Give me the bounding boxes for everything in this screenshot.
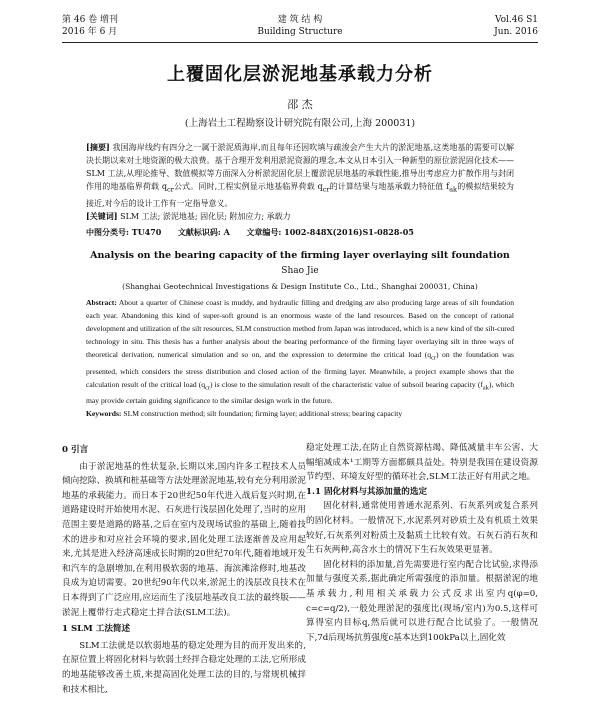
article-number: 文章编号: 1002-848X(2016)S1-0828-05 xyxy=(246,227,414,237)
paper-author: 邵 杰 xyxy=(287,98,313,111)
keywords-en: SLM construction method; silt foundation; firming layer; additional stress; bearing capacity xyxy=(123,409,403,419)
body-paragraph-1: 由于淤泥地基的性状复杂,长期以来,国内许多工程技术人员倾向挖除、换填和桩基础等方法处理淤泥地基,较有充分利用淤泥地基的承载能力。而日本于20世纪50年代进入战后复兴时期,在道路建设时开始使用水泥、石灰进行浅层固化处理了,当时的应用范围主要是道路的路基,之后在室内及现场试验的基础上,随着技术的进步和对应社会环境的要求,固化处理工法逐渐普及应用起来,尤其是进入经济高速成长时期的20世纪70年代,随着地域开发和汽车的急剧增加,在利用极软弱的地基、海滨滩涂修时,地基改良成为迫切需要。20世纪90年代以来,淤泥土的浅层改良技术在日本得到了广泛应用,应运而生了浅层地基改良工法的最终版——淤泥上覆带行走式稳定土拌合法(SLM工法)。 xyxy=(62,461,306,618)
header-journal-cn: 建 筑 结 构 xyxy=(277,15,323,25)
body-paragraph-5 xyxy=(306,558,538,646)
body-paragraph-2: SLM工法就是以软弱地基的稳定处理为目的而开发出来的,在原位置上将固化材料与软弱土经拌合稳定处理的工法,它所形成的地基能够改善土质,来提高固化处理工法的目的,与常规机械拌和技术相比, xyxy=(62,640,306,695)
subscript-ak: ak xyxy=(449,185,458,194)
keywords-en-label: Keywords: xyxy=(86,409,122,419)
body-paragraph-5d: /2),一般处理淤泥的强度比(现场/室内)为0.5,这样可算得室内目标q xyxy=(306,603,538,629)
abstract-en-text4: ), which may provide certain guiding significance to the similar design work in the future. xyxy=(86,379,514,406)
abstract-cn-text: 我国海岸线约有四分之一属于淤泥质海岸,而且每年还因吹填与疏浚会产生大片的淤泥地基,这类地基的需要可以解决长期以来对土地资源的极大浪费。基于合理开发利用淤泥资源的理念,本文从日本引入一种新型的原位淤泥固化技术——SLM 工法,从理论推导、数值模拟等方面深入分析淤泥固化层上覆淤泥层地基的承载性能,推导出考虑应力扩散作用与封闭作用的地基临界荷载 q xyxy=(86,143,514,191)
abstract-cn-text3: 的计算结果与地基承载力特征值 f xyxy=(329,182,450,191)
abstract-en-text3: ) is close to the simulation result of the characteristic value of subsoil bearing capacity (f xyxy=(210,379,483,389)
subscript-cr: cr xyxy=(166,185,174,194)
english-title: Analysis on the bearing capacity of the firming layer overlaying silt foundation xyxy=(90,250,510,261)
abstract-en-label: Abstract: xyxy=(86,298,117,307)
subscript-cr-2: cr xyxy=(322,185,330,194)
abstract-cn-text2: 公式。同时,工程实例显示地基临界荷载 q xyxy=(173,182,323,191)
subscript-en-cr: cr xyxy=(431,354,437,362)
abstract-cn-text4: 的模拟结果较为接近,对今后的设计工作有一定指导意义。 xyxy=(86,182,514,208)
abstract-en-text: About a quarter of Chinese coast is muddy, and hydraulic filling and dredging are also producing large areas of silt foundation each year. Abandoning this kind of super-soft ground is an enormous waste of the land resources. Based on the concept of rational development and utilization of the silt resources, SLM construction method from Japan was introduced, which is a new kind of the silt-cured technology in situ. This thesis has a further analysis about the bearing performance of the firming layer overlaying silt in three ways of theoretical derivation, numerical simulation and so on, and the expression to determine the critical load (q xyxy=(86,298,514,359)
abstract-en-text2: ) on the foundation was presented, which considers the stress distribution and closed action of the firming layer. Meanwhile, a project example shows that the calculation result of the critical load (q xyxy=(86,350,515,389)
header-rule xyxy=(62,42,538,43)
subsection-heading-1-1: 1.1 固化材料与其添加量的选定 xyxy=(306,486,428,497)
classification-line xyxy=(86,226,514,239)
paper-title: 上覆固化层淤泥地基承载力分析 xyxy=(167,64,433,85)
clc-number: 中图分类号: TU470 xyxy=(86,227,162,237)
section-heading-0: 0 引言 xyxy=(62,445,89,455)
paper-affiliation: (上海岩土工程勘察设计研究院有限公司,上海 200031) xyxy=(184,118,416,129)
abstract-cn xyxy=(86,141,514,223)
running-header xyxy=(62,10,538,44)
body-paragraph-3: 稳定处理工法,在防止自然资源枯竭、降低减量丰车公害、大幅缩减成本¹工期等方面都颇具益处。特别是我国在建设资源节约型、环境友好型的循环社会,SLM工法正好有用武之地。 xyxy=(306,443,538,483)
header-vol-en: Vol.46 S1 xyxy=(494,15,538,25)
subscript-en-ak: ak xyxy=(482,384,489,392)
abstract-en xyxy=(86,296,514,420)
section-heading-1: 1 SLM 工法简述 xyxy=(62,624,131,635)
keywords-cn: SLM 工法; 淤泥地基; 固化层; 附加应力; 承载力 xyxy=(120,211,291,221)
english-affiliation: (Shanghai Geotechnical Investigations & Design Institute Co., Ltd., Shanghai 200031, China) xyxy=(122,282,478,291)
body-paragraph-5c: =q xyxy=(322,603,336,614)
header-volume-en xyxy=(494,14,538,38)
abstract-cn-label: [摘要] xyxy=(86,142,110,152)
body-paragraph-5b: (φ=0, c=c xyxy=(306,588,538,614)
body-column-right xyxy=(306,441,538,645)
keywords-cn-label: [关键词] xyxy=(86,210,118,221)
body-paragraph-5e: ,然后就可以进行配合比试验了。一般情况下,7d后现场抗剪强度c xyxy=(306,618,538,643)
header-date: 2016 年 6 月 xyxy=(62,27,118,37)
header-date-en: Jun. 2016 xyxy=(494,27,538,37)
body-paragraph-5f: 基本达到100kPa以上,固化效 xyxy=(393,632,506,643)
body-column-left xyxy=(62,441,306,697)
english-author: Shao Jie xyxy=(281,266,319,276)
body-paragraph-4: 固化材料,通常使用普通水泥系列、石灰系列或复合系列的固化材料。一般情况下,水泥系列对砂质土及有机质土效果较好,石灰系列对粉质土及黏质土比较有效。石灰石消石灰和生石灰两种,高含水土的情况下生石灰效果更显著。 xyxy=(306,501,538,556)
header-journal xyxy=(62,14,538,38)
header-journal-en: Building Structure xyxy=(257,27,343,37)
document-code: 文献标识码: A xyxy=(177,227,230,237)
subscript-en-cr-2: cr xyxy=(205,384,211,392)
body-paragraph-5a: 固化材料的添加量,首先需要进行室内配合比试验,求得添加量与强度关系,据此确定所需强度的添加量。根据淤泥的地基承载力,利用相关承载力公式反求出室内q xyxy=(306,559,538,599)
header-volume: 第 46 卷 增刊 xyxy=(62,15,119,25)
